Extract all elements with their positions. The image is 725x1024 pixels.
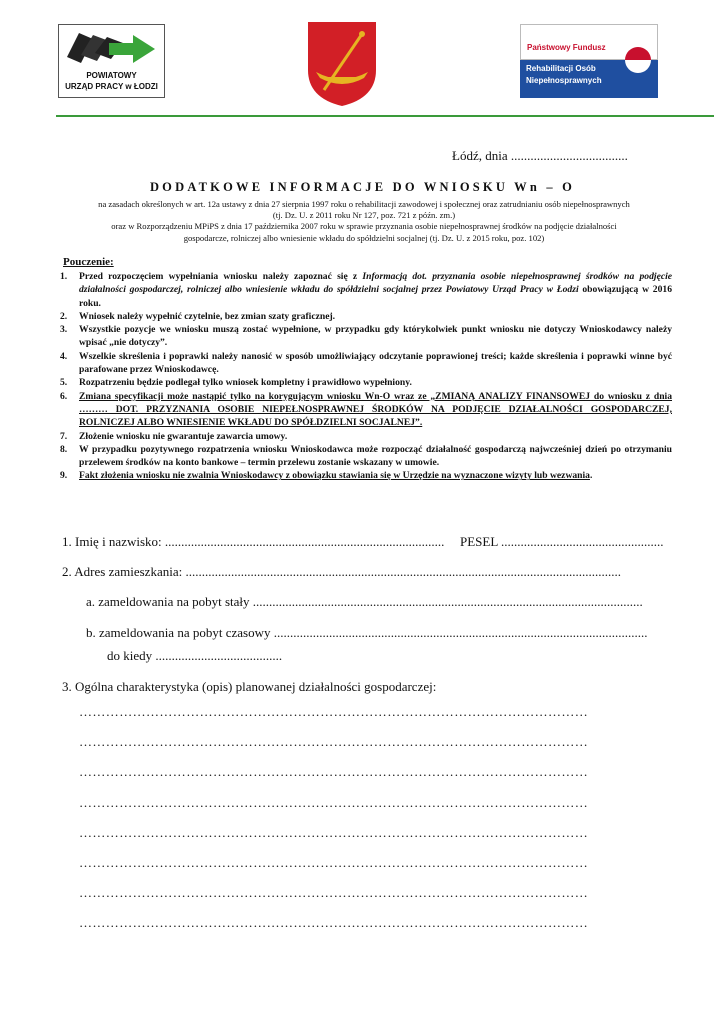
list-number: 1. (60, 271, 68, 282)
document-title: DODATKOWE INFORMACJE DO WNIOSKU Wn – O (149, 180, 576, 194)
legal-basis-line-1: na zasadach określonych w art. 12a ustawy z dnia 27 sierpnia 1997 roku o rehabilitacji zawodowej i społecznej oraz zatrudnianiu osób niepełnosprawnych (98, 199, 630, 209)
temporary-until-field[interactable]: do kiedy ....................................... (107, 648, 283, 663)
rule-5-text: Rozpatrzeniu będzie podlegał tylko wniosek kompletny i prawidłowo wypełniony. (79, 377, 412, 389)
list-item (60, 376, 672, 389)
legal-basis-line-4: gospodarcze, rolniczej albo wniesienie wkładu do spółdzielni socjalnej (tj. Dz. U. z 2015 roku, poz. 102) (183, 233, 545, 243)
rule-9-end: . (589, 470, 593, 482)
description-line[interactable]: …………………………………………………………………………………………………… (79, 885, 589, 900)
list-item (60, 430, 672, 443)
date-line: Łódź, dnia .................................... (452, 148, 628, 163)
description-line[interactable]: …………………………………………………………………………………………………… (79, 795, 589, 810)
lodz-crest-icon (306, 20, 378, 108)
name-field[interactable]: 1. Imię i nazwisko: ...................................................................................... (62, 534, 445, 549)
list-item (60, 469, 672, 482)
pup-logo (58, 24, 165, 98)
rule-3-text: Wszystkie pozycje we wniosku muszą zostać wypełnione, w przypadku gdy którykolwiek punkt wniosku nie dotyczy Wnioskodawcy należy wpisać „nie dotyczy”. (79, 324, 672, 349)
rule-8-text: W przypadku pozytywnego rozpatrzenia wniosku Wnioskodawca może rozpocząć działalność gospodarczą najwcześniej dzień po otrzymaniu przelewem środków na konto bankowe – termin przelewu zostanie wskazany w umowie. (79, 443, 672, 469)
rule-2-text: Wniosek należy wypełnić czytelnie, bez zmian szaty graficznej. (79, 310, 336, 322)
list-number: 7. (60, 430, 68, 442)
rule-1-suffix: obowiązującą w 2016 roku. (79, 284, 672, 309)
list-number: 3. (60, 324, 68, 336)
pouczenie-heading: Pouczenie: (63, 256, 114, 268)
rule-7-text: Złożenie wniosku nie gwarantuje zawarcia umowy. (79, 430, 288, 442)
rule-1-text: Przed rozpoczęciem wypełniania wniosku należy zapoznać się z (79, 271, 363, 282)
rule-1-info-ref: Informacją dot. przyznania osobie niepełnosprawnej środków na podjęcie działalności gospodarczej, rolniczej albo wniesienie wkładu do spółdzielni socjalnej przez Powiatowy Urząd Pracy w Łodzi (79, 271, 673, 296)
header-divider (56, 115, 714, 117)
business-description-label: 3. Ogólna charakterystyka (opis) planowanej działalności gospodarczej: (62, 679, 437, 694)
list-item (60, 270, 672, 310)
pesel-field[interactable]: PESEL .................................................. (460, 534, 664, 549)
address-field[interactable]: 2. Adres zamieszkania: ...................................................................................................................................... (62, 564, 621, 579)
list-item (60, 443, 672, 470)
list-number: 9. (60, 470, 68, 482)
description-line[interactable]: …………………………………………………………………………………………………… (79, 764, 589, 779)
permanent-residence-field[interactable]: a. zameldowania na pobyt stały ........................................................................................................................ (86, 594, 643, 609)
list-number: 4. (60, 350, 68, 362)
rule-4-text: Wszelkie skreślenia i poprawki należy nanosić w sposób umożliwiający odczytanie poprawionej treści; każde skreślenia i poprawki winne być parafowane przez Wnioskodawcę. (79, 350, 672, 376)
legal-basis-line-2: (tj. Dz. U. z 2011 roku Nr 127, poz. 721 z późn. zm.) (272, 210, 456, 220)
temporary-residence-field[interactable]: b. zameldowania na pobyt czasowy ................................................................................................................... (86, 625, 648, 640)
pup-logo-line1: POWIATOWY (86, 71, 137, 80)
pfron-line3: Niepełnosprawnych (526, 76, 602, 85)
list-item (60, 390, 672, 430)
pfron-line1: Państwowy Fundusz (527, 43, 606, 52)
list-number: 5. (60, 377, 68, 389)
description-line[interactable]: …………………………………………………………………………………………………… (79, 825, 589, 840)
list-item (60, 323, 672, 350)
rule-6-text: Zmiana specyfikacji może nastąpić tylko na korygującym wniosku Wn-O wraz ze „ZMIANĄ ANALIZY FINANSOWEJ do wniosku z dnia ……… DOT. PRZYZNANIA OSOBIE NIEPEŁNOSPRAWNEJ ŚRODKÓW NA PODJĘCIE DZIAŁALNOŚCI GOSPODARCZEJ, ROLNICZEJ ALBO WNIESIENIE WKŁADU DO SPÓŁDZIELNI SOCJALNEJ”. (79, 390, 672, 429)
list-number: 2. (60, 310, 68, 322)
pfron-line2: Rehabilitacji Osób (526, 64, 596, 73)
description-line[interactable]: …………………………………………………………………………………………………… (79, 855, 589, 870)
list-item (60, 350, 672, 377)
rule-9-text: Fakt złożenia wniosku nie zwalnia Wnioskodawcy z obowiązku stawiania się w Urzędzie na wyznaczone wizyty lub wezwania (79, 470, 590, 482)
pup-logo-icon (65, 29, 160, 69)
description-line[interactable]: …………………………………………………………………………………………………… (79, 704, 589, 719)
pouczenie-list (60, 270, 672, 483)
list-item (60, 310, 672, 323)
list-number: 8. (60, 443, 68, 455)
pup-logo-line2: URZĄD PRACY w ŁODZI (65, 82, 158, 91)
list-number: 6. (60, 390, 68, 402)
pfron-circle-icon (624, 46, 652, 74)
pfron-logo (520, 24, 658, 98)
description-line[interactable]: …………………………………………………………………………………………………… (79, 915, 589, 930)
legal-basis-line-3: oraz w Rozporządzeniu MPiPS z dnia 17 października 2007 roku w sprawie przyznania osobie niepełnosprawnej środków na podjęcie działalności (111, 221, 617, 231)
description-line[interactable]: …………………………………………………………………………………………………… (79, 734, 589, 749)
